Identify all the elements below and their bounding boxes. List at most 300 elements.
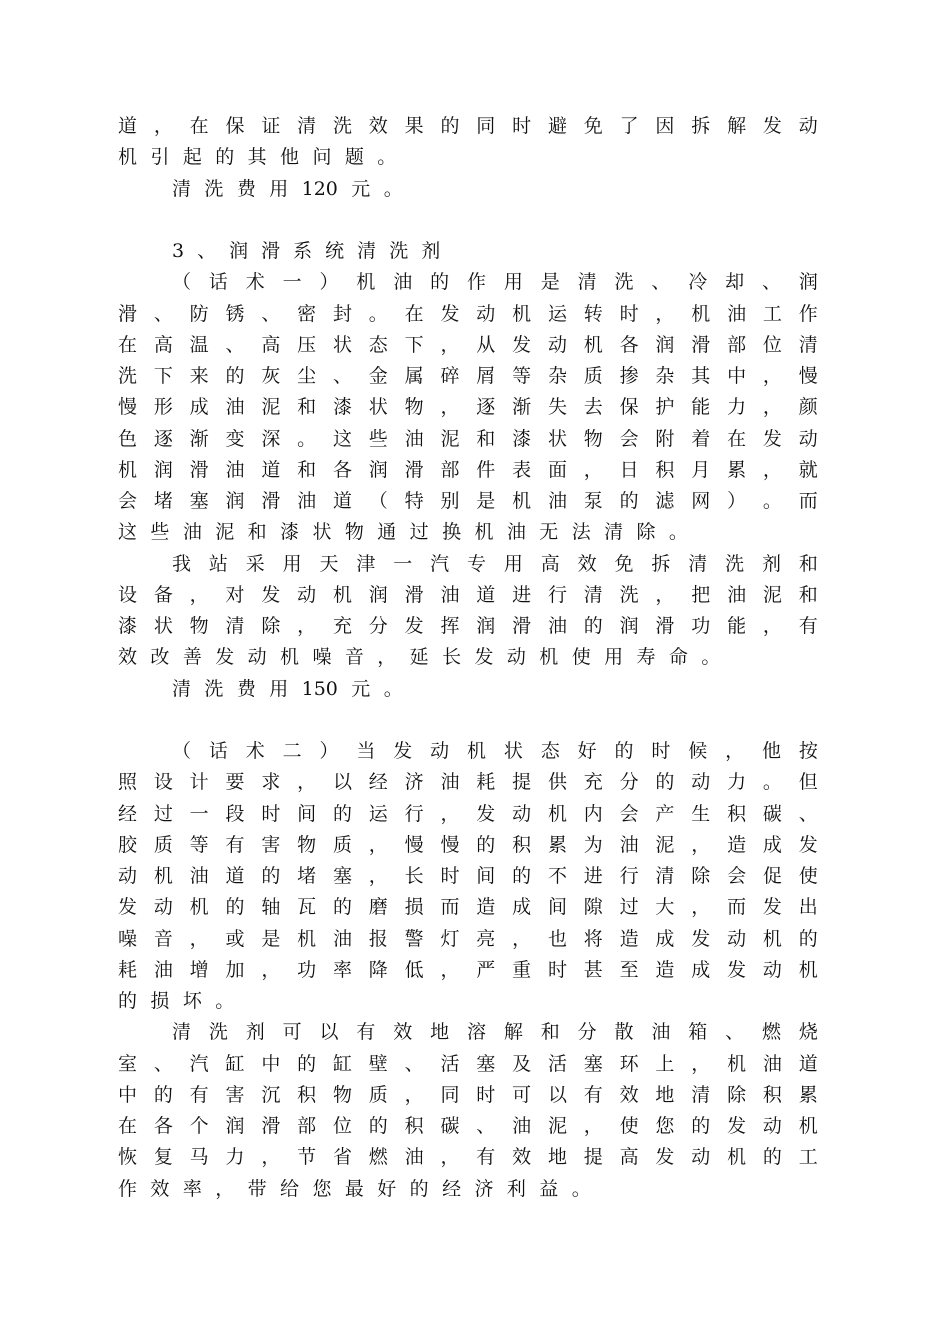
glyph: 降	[368, 959, 388, 981]
glyph: 用	[503, 553, 523, 575]
glyph: 过	[409, 521, 429, 543]
glyph: 有	[583, 1084, 603, 1106]
glyph: 行	[619, 865, 639, 887]
glyph: 杂	[655, 365, 675, 387]
glyph: 缸	[332, 1053, 352, 1075]
glyph: 道	[476, 584, 496, 606]
glyph: 灯	[440, 928, 460, 950]
text-line	[172, 735, 818, 767]
glyph: ，	[583, 459, 603, 481]
glyph: 滑	[118, 303, 138, 325]
glyph: 因	[655, 115, 675, 137]
glyph: 中	[727, 365, 747, 387]
glyph: 系	[293, 240, 313, 262]
glyph: 地	[655, 1084, 675, 1106]
glyph: 动	[430, 740, 450, 762]
glyph: 。	[377, 146, 397, 168]
glyph: 善	[182, 646, 202, 668]
glyph: 慢	[798, 365, 818, 387]
glyph: 或	[225, 928, 245, 950]
glyph: 的	[261, 865, 281, 887]
glyph: 机	[583, 334, 603, 356]
glyph: 燃	[368, 1146, 388, 1168]
glyph: 动	[547, 334, 567, 356]
glyph: 清	[583, 584, 603, 606]
glyph: 而	[440, 896, 460, 918]
glyph: 复	[153, 1146, 173, 1168]
glyph: 同	[476, 115, 496, 137]
glyph: 的	[440, 115, 460, 137]
glyph: 清	[798, 334, 818, 356]
glyph: 造	[655, 959, 675, 981]
glyph: 。	[383, 178, 403, 200]
glyph: 重	[512, 959, 532, 981]
glyph: 积	[727, 803, 747, 825]
glyph: 油	[762, 1053, 782, 1075]
glyph: 出	[798, 896, 818, 918]
glyph: 动	[762, 959, 782, 981]
glyph: 保	[619, 396, 639, 418]
glyph: ，	[691, 834, 711, 856]
text-line	[118, 391, 818, 423]
glyph: 机	[547, 803, 567, 825]
glyph: 功	[691, 615, 711, 637]
glyph: 下	[404, 334, 424, 356]
glyph: 率	[182, 1178, 202, 1200]
glyph: 机	[280, 646, 300, 668]
glyph: 及	[512, 1053, 532, 1075]
glyph: 除	[727, 1084, 747, 1106]
glyph: 以	[319, 1021, 339, 1043]
glyph: ）	[319, 740, 339, 762]
glyph: 改	[150, 646, 170, 668]
glyph: 效	[150, 1178, 170, 1200]
glyph: 着	[691, 428, 711, 450]
glyph: 位	[332, 1115, 352, 1137]
glyph: 润	[225, 490, 245, 512]
glyph: 中	[261, 1053, 281, 1075]
glyph: 可	[282, 1021, 302, 1043]
glyph: 害	[225, 1084, 245, 1106]
glyph: 150	[301, 678, 338, 700]
glyph: 油	[332, 928, 352, 950]
glyph: 增	[189, 959, 209, 981]
glyph: 机	[798, 959, 818, 981]
glyph: 滑	[261, 240, 281, 262]
glyph: 机	[512, 303, 532, 325]
glyph: 音	[153, 928, 173, 950]
glyph: 恢	[118, 1146, 138, 1168]
glyph: 却	[725, 271, 745, 293]
glyph: 道	[332, 490, 352, 512]
glyph: 问	[312, 146, 332, 168]
glyph: 使	[619, 1115, 639, 1137]
glyph: ，	[261, 1146, 281, 1168]
glyph: 您	[312, 1178, 332, 1200]
glyph: 清	[577, 271, 597, 293]
glyph: 力	[727, 771, 747, 793]
glyph: 掺	[619, 365, 639, 387]
glyph: 备	[153, 584, 173, 606]
glyph: 积	[762, 1084, 782, 1106]
glyph: 物	[583, 428, 603, 450]
glyph: 动	[512, 803, 532, 825]
glyph: 慢	[118, 396, 138, 418]
glyph: 面	[547, 459, 567, 481]
text-line	[118, 766, 818, 798]
glyph: 和	[476, 428, 496, 450]
glyph: 物	[297, 834, 317, 856]
glyph: 壁	[368, 1053, 388, 1075]
glyph: 通	[377, 521, 397, 543]
glyph: 大	[655, 896, 675, 918]
glyph: 的	[118, 990, 138, 1012]
glyph: 机	[356, 271, 376, 293]
glyph: 动	[297, 584, 317, 606]
glyph: 机	[118, 459, 138, 481]
glyph: 作	[118, 1178, 138, 1200]
glyph: 、	[261, 303, 281, 325]
glyph: 也	[547, 928, 567, 950]
glyph: 动	[798, 115, 818, 137]
text-line	[118, 1079, 818, 1111]
glyph: 洗	[204, 178, 224, 200]
glyph: 机	[297, 928, 317, 950]
glyph: 。	[571, 1178, 591, 1200]
text-line	[118, 829, 818, 861]
glyph: 缸	[225, 1053, 245, 1075]
glyph: 溶	[467, 1021, 487, 1043]
glyph: 站	[208, 553, 228, 575]
glyph: 是	[261, 928, 281, 950]
glyph: 警	[404, 928, 424, 950]
glyph: 解	[503, 1021, 523, 1043]
glyph: 发	[798, 834, 818, 856]
glyph: 机	[798, 1115, 818, 1137]
glyph: 的	[762, 1146, 782, 1168]
glyph: 成	[762, 834, 782, 856]
glyph: 无	[539, 521, 559, 543]
glyph: 质	[332, 834, 352, 856]
glyph: 高	[540, 553, 560, 575]
glyph: 滤	[655, 490, 675, 512]
glyph: 起	[182, 146, 202, 168]
glyph: 其	[247, 146, 267, 168]
glyph: 。	[297, 428, 317, 450]
glyph: 有	[798, 615, 818, 637]
glyph: 发	[762, 115, 782, 137]
glyph: 术	[245, 271, 265, 293]
glyph: 日	[619, 459, 639, 481]
glyph: ，	[655, 584, 675, 606]
glyph: 寿	[636, 646, 656, 668]
glyph: 时	[512, 115, 532, 137]
glyph: 损	[150, 990, 170, 1012]
glyph: 效	[118, 646, 138, 668]
glyph: 间	[547, 896, 567, 918]
glyph: 的	[798, 928, 818, 950]
glyph: 坏	[182, 990, 202, 1012]
glyph: 地	[547, 1146, 567, 1168]
glyph: 经	[118, 803, 138, 825]
glyph: 时	[476, 1084, 496, 1106]
glyph: 经	[368, 771, 388, 793]
glyph: 尘	[297, 365, 317, 387]
glyph: 动	[476, 303, 496, 325]
text-line	[118, 1173, 818, 1205]
glyph: 清	[688, 553, 708, 575]
glyph: 属	[404, 365, 424, 387]
text-line	[118, 860, 818, 892]
glyph: 分	[619, 771, 639, 793]
glyph: 以	[332, 771, 352, 793]
glyph: 的	[430, 271, 450, 293]
glyph: 灰	[261, 365, 281, 387]
glyph: 道	[118, 115, 138, 137]
glyph: 瓦	[297, 896, 317, 918]
text-line	[118, 110, 818, 142]
glyph: 等	[512, 365, 532, 387]
glyph: 部	[297, 1115, 317, 1137]
glyph: 充	[332, 615, 352, 637]
glyph: 慢	[440, 834, 460, 856]
glyph: 隙	[583, 896, 603, 918]
glyph: 给	[280, 1178, 300, 1200]
glyph: 碳	[762, 803, 782, 825]
glyph: 滑	[404, 459, 424, 481]
glyph: 在	[118, 334, 138, 356]
glyph: 月	[691, 459, 711, 481]
glyph: 些	[368, 428, 388, 450]
glyph: ，	[261, 959, 281, 981]
glyph: 清	[357, 240, 377, 262]
glyph: 来	[189, 365, 209, 387]
glyph: 润	[153, 459, 173, 481]
glyph: 提	[583, 1146, 603, 1168]
glyph: 他	[280, 146, 300, 168]
glyph: 温	[189, 334, 209, 356]
glyph: 和	[297, 459, 317, 481]
glyph: 动	[118, 865, 138, 887]
glyph: 、	[332, 365, 352, 387]
glyph: 造	[476, 896, 496, 918]
glyph: ，	[297, 615, 317, 637]
glyph: 胶	[118, 834, 138, 856]
glyph: 将	[583, 928, 603, 950]
glyph: 行	[404, 803, 424, 825]
glyph: 成	[655, 928, 675, 950]
glyph: 燃	[762, 1021, 782, 1043]
glyph: 的	[332, 896, 352, 918]
text-line	[118, 298, 818, 330]
glyph: 剂	[762, 553, 782, 575]
glyph: ，	[691, 1053, 711, 1075]
glyph: 发	[655, 1146, 675, 1168]
glyph: 他	[762, 740, 782, 762]
glyph: ，	[725, 740, 745, 762]
glyph: 积	[404, 1115, 424, 1137]
glyph: 保	[225, 115, 245, 137]
glyph: 节	[297, 1146, 317, 1168]
glyph: 会	[118, 490, 138, 512]
glyph: 间	[476, 865, 496, 887]
glyph: 发	[727, 1115, 747, 1137]
text-line	[118, 923, 818, 955]
glyph: 的	[512, 865, 532, 887]
glyph: 动	[798, 428, 818, 450]
glyph: 去	[583, 396, 603, 418]
glyph: 采	[245, 553, 265, 575]
glyph: 漆	[118, 615, 138, 637]
glyph: 间	[297, 803, 317, 825]
glyph: 段	[225, 803, 245, 825]
glyph: 冷	[688, 271, 708, 293]
glyph: 动	[691, 771, 711, 793]
glyph: ，	[655, 303, 675, 325]
glyph: 油	[506, 521, 526, 543]
glyph: 泥	[261, 396, 281, 418]
glyph: 的	[225, 896, 245, 918]
glyph: 音	[344, 646, 364, 668]
glyph: 洗	[619, 584, 639, 606]
glyph: 、	[404, 1053, 424, 1075]
glyph: 过	[619, 896, 639, 918]
glyph: 津	[356, 553, 376, 575]
glyph: 杂	[547, 365, 567, 387]
glyph: 能	[727, 615, 747, 637]
text-line	[118, 985, 818, 1017]
glyph: 省	[332, 1146, 352, 1168]
glyph: 和	[798, 553, 818, 575]
glyph: 油	[440, 584, 460, 606]
text-line	[118, 798, 818, 830]
glyph: 这	[118, 521, 138, 543]
glyph: 状	[153, 615, 173, 637]
glyph: 轴	[261, 896, 281, 918]
glyph: 法	[571, 521, 591, 543]
glyph: 用	[269, 178, 289, 200]
glyph: 金	[368, 365, 388, 387]
glyph: 剂	[421, 240, 441, 262]
glyph: 密	[297, 303, 317, 325]
glyph: 室	[118, 1053, 138, 1075]
glyph: （	[368, 490, 388, 512]
glyph: 油	[225, 396, 245, 418]
glyph: 发	[261, 584, 281, 606]
glyph: 压	[297, 334, 317, 356]
glyph: 漆	[512, 428, 532, 450]
glyph: 成	[512, 896, 532, 918]
glyph: 洗	[725, 553, 745, 575]
glyph: 和	[540, 1021, 560, 1043]
glyph: 但	[798, 771, 818, 793]
glyph: 塞	[332, 865, 352, 887]
glyph: 时	[261, 803, 281, 825]
glyph: ，	[762, 459, 782, 481]
glyph: 清	[172, 178, 192, 200]
glyph: 机	[467, 740, 487, 762]
glyph: 就	[798, 459, 818, 481]
glyph: ，	[440, 1146, 460, 1168]
glyph: 有	[225, 834, 245, 856]
glyph: 塞	[189, 490, 209, 512]
glyph: 。	[383, 678, 403, 700]
glyph: 提	[512, 771, 532, 793]
glyph: 变	[225, 428, 245, 450]
glyph: 发	[215, 646, 235, 668]
glyph: 时	[651, 740, 671, 762]
glyph: 的	[368, 1115, 388, 1137]
glyph: 和	[247, 521, 267, 543]
glyph: 润	[229, 240, 249, 262]
glyph: 汽	[189, 1053, 209, 1075]
glyph: 上	[655, 1053, 675, 1075]
glyph: 以	[547, 1084, 567, 1106]
glyph: 形	[153, 396, 173, 418]
glyph: 滑	[261, 1115, 281, 1137]
glyph: 我	[172, 553, 192, 575]
glyph: 严	[476, 959, 496, 981]
glyph: 用	[282, 553, 302, 575]
glyph: 箱	[688, 1021, 708, 1043]
glyph: 行	[547, 584, 567, 606]
text-line	[118, 360, 818, 392]
glyph: 二	[282, 740, 302, 762]
glyph: ，	[512, 928, 532, 950]
glyph: 当	[356, 740, 376, 762]
text-line	[118, 141, 818, 173]
glyph: 发	[476, 803, 496, 825]
glyph: 塞	[583, 1053, 603, 1075]
glyph: 机	[332, 584, 352, 606]
glyph: 活	[547, 1053, 567, 1075]
glyph: 物	[344, 521, 364, 543]
glyph: 滑	[189, 459, 209, 481]
glyph: 油	[182, 521, 202, 543]
glyph: 效	[393, 1021, 413, 1043]
glyph: ，	[297, 771, 317, 793]
glyph: 进	[583, 865, 603, 887]
glyph: 的	[583, 615, 603, 637]
glyph: 至	[619, 959, 639, 981]
glyph: 加	[225, 959, 245, 981]
glyph: 油	[153, 959, 173, 981]
glyph: 清	[604, 521, 624, 543]
glyph: 机	[118, 146, 138, 168]
glyph: 各	[332, 459, 352, 481]
text-line	[118, 516, 818, 548]
glyph: 用	[269, 678, 289, 700]
glyph: 的	[215, 146, 235, 168]
glyph: 态	[540, 740, 560, 762]
glyph: 经	[442, 1178, 462, 1200]
glyph: 物	[189, 615, 209, 637]
glyph: 位	[762, 334, 782, 356]
glyph: 避	[547, 115, 567, 137]
glyph: 累	[798, 1084, 818, 1106]
glyph: 颜	[798, 396, 818, 418]
glyph: 动	[691, 1146, 711, 1168]
text-line	[118, 1048, 818, 1080]
glyph: 天	[319, 553, 339, 575]
glyph: 滑	[655, 615, 675, 637]
glyph: 有	[189, 1084, 209, 1106]
fee-line	[172, 673, 818, 705]
glyph: 噪	[118, 928, 138, 950]
glyph: 证	[261, 115, 281, 137]
glyph: ）	[727, 490, 747, 512]
glyph: 附	[655, 428, 675, 450]
